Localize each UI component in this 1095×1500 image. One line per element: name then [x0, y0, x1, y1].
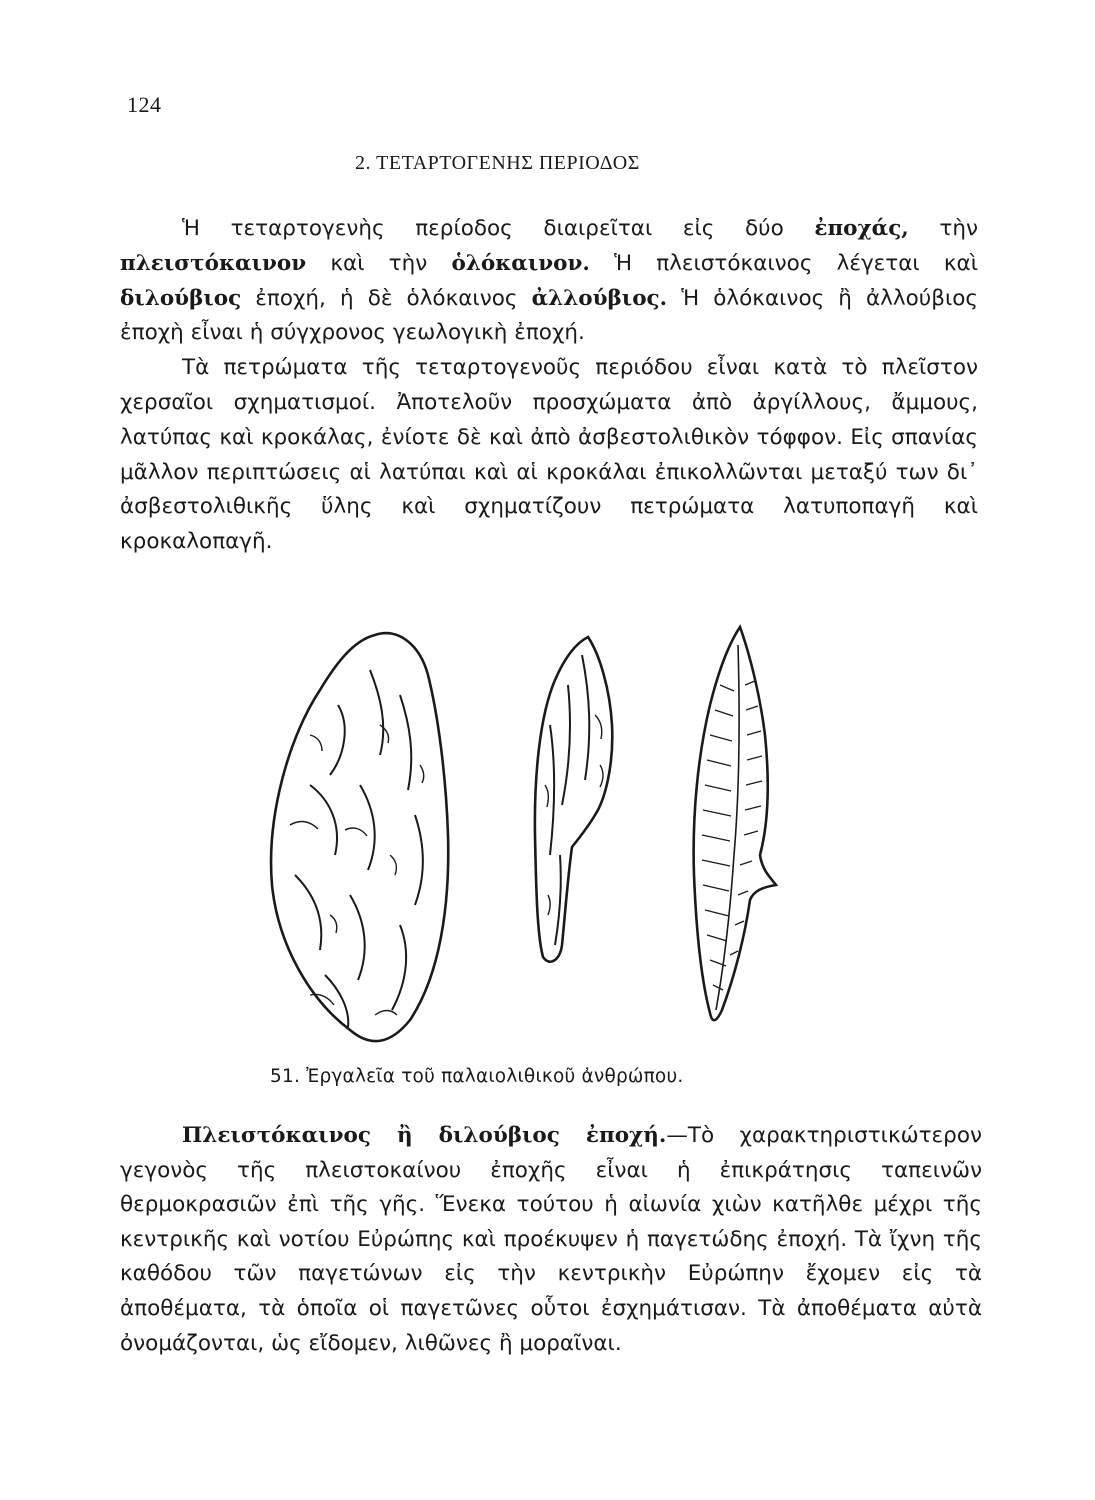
page-number: 124 [127, 92, 162, 117]
text-run: Ἡ πλειστόκαινος λέγεται καὶ [589, 250, 978, 276]
body-text-bottom [120, 1119, 982, 1361]
text-run: Ἡ τεταρτογενὴς περίοδος διαιρεῖται εἰς δύο [182, 216, 815, 241]
text-run: ἐποχή, ἡ δὲ ὁλόκαινος [241, 285, 532, 311]
term-diluvial: διλούβιος [120, 285, 242, 311]
term-pleistocene: πλειστόκαινον [120, 250, 307, 276]
figure-caption: 51. Ἐργαλεῖα τοῦ παλαιολιθικοῦ ἀνθρώπου. [270, 1066, 684, 1087]
text-run: Ἡ ὁλόκαινος ἢ ἀλλούβιος ἐποχὴ εἶναι ἡ σύγχρονος γεωλογικὴ ἐποχή. [120, 285, 978, 346]
paragraph-heading: Πλειστόκαινος ἢ διλούβιος ἐποχή. [182, 1123, 667, 1148]
hand-axe-drawing [271, 633, 448, 1041]
term-holocene: ὁλόκαινον. [451, 250, 590, 276]
paragraph-rocks: Τὰ πετρώματα τῆς τεταρτογενοῦς περιόδου εἶναι κατὰ τὸ πλεῖστον χερσαῖοι σχηματισμοί. Ἀποτελοῦν προσχώματα ἀπὸ ἀργίλλους, ἄμμους, λατύπας καὶ κροκάλας, ἐνίοτε δὲ καὶ ἀπὸ ἀσβεστολιθικὸν τόφφον. Εἰς σπανίας μᾶλλον περιπτώσεις αἱ λατύπαι καὶ αἱ κροκάλαι ἐπικολλῶνται μεταξύ των δι᾽ ἀσβεστολιθικῆς ὕλης καὶ σχηματίζουν πετρώματα λατυποπαγῆ καὶ κροκαλοπαγῆ. [120, 355, 978, 555]
term-epochs: ἐποχάς, [814, 216, 909, 241]
paragraph-pleistocene [120, 1119, 982, 1361]
section-title: 2. ΤΕΤΑΡΤΟΓΕΝΗΣ ΠΕΡΙΟΔΟΣ [355, 152, 640, 174]
body-text-top [120, 212, 978, 560]
paragraph-periods [120, 212, 978, 351]
blade-tool-drawing [535, 637, 612, 962]
text-run: καὶ τὴν [306, 250, 452, 276]
text-run: τὴν [908, 216, 978, 241]
term-alluvial: ἀλλούβιος. [531, 285, 668, 311]
paragraph-body: —Τὸ χαρακτηριστικώτερον γεγονὸς τῆς πλειστοκαίνου ἐποχῆς εἶναι ἡ ἐπικράτησις ταπεινῶν θερμοκρασιῶν ἐπὶ τῆς γῆς. Ἕνεκα τούτου ἡ αἰωνία χιὼν κατῆλθε μέχρι τῆς κεντρικῆς καὶ νοτίου Εὐρώπης καὶ προέκυψεν ἡ παγετώδης ἐποχή. Τὰ ἴχνη τῆς καθόδου τῶν παγετώνων εἰς τὴν κεντρικὴν Εὐρώπην ἔχομεν εἰς τὰ ἀποθέματα, τὰ ὁποῖα οἱ παγετῶνες οὗτοι ἐσχημάτισαν. Τὰ ἀποθέματα αὐτὰ ὀνομάζονται, ὡς εἴδομεν, λιθῶνες ἢ μοραῖναι. [120, 1123, 982, 1356]
paleolithic-tools-illustration [250, 615, 850, 1065]
leaf-point-drawing [694, 627, 776, 1020]
stone-tools-figure [250, 615, 850, 1065]
